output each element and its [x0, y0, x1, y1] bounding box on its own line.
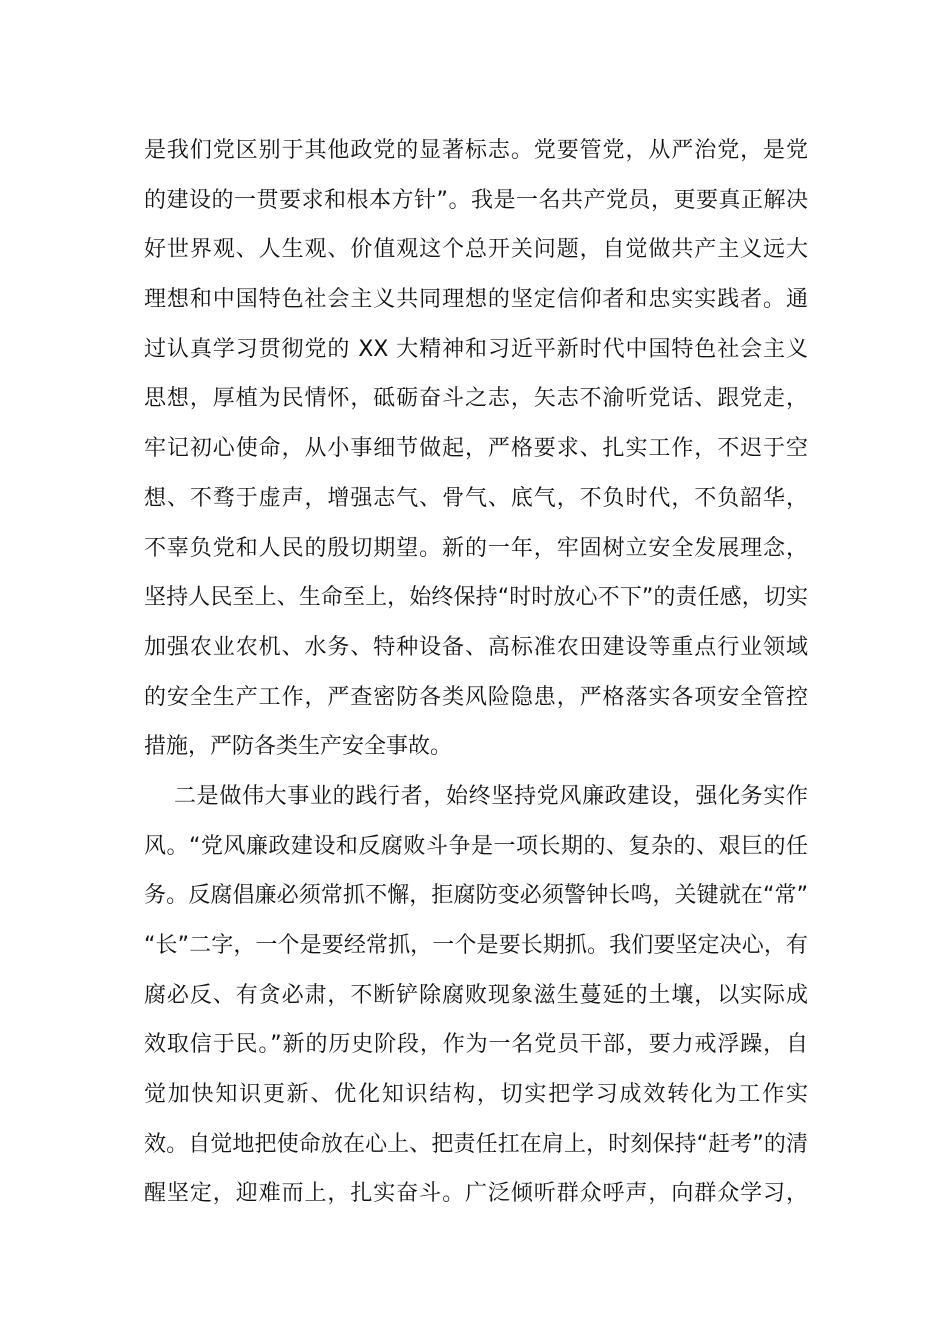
paragraph-last-line: 措施，严防各类生产安全事故。 — [144, 734, 453, 760]
text-line: 是我们党区别于其他政党的显著标志。党要管党，从严治党，是党 — [144, 138, 808, 163]
text-line: 务。反腐倡廉必须常抓不懈，拒腐防变必须警钟长鸣，关键就在“常” — [144, 883, 808, 909]
text-line: 坚持人民至上、生命至上，始终保持“时时放心不下”的责任感，切实 — [144, 585, 808, 611]
text-line: 好世界观、人生观、价值观这个总开关问题，自觉做共产主义远大 — [144, 237, 808, 263]
text-line: 的建设的一贯要求和根本方针”。我是一名共产党员，更要真正解决 — [144, 187, 808, 213]
text-line: 醒坚定，迎难而上，扎实奋斗。广泛倾听群众呼声，向群众学习， — [144, 1181, 808, 1207]
text-line: 的安全生产工作，严查密防各类风险隐患，严格落实各项安全管控 — [144, 684, 808, 710]
text-line: 牢记初心使命，从小事细节做起，严格要求、扎实工作，不迟于空 — [144, 436, 808, 462]
text-line: 理想和中国特色社会主义共同理想的坚定信仰者和忠实实践者。通 — [144, 287, 808, 313]
text-line: “长”二字，一个是要经常抓，一个是要长期抓。我们要坚定决心，有 — [144, 933, 808, 958]
text-line: 过认真学习贯彻党的 XX 大精神和习近平新时代中国特色社会主义 — [144, 336, 808, 362]
paragraph-first-line: 二是做伟大事业的践行者，始终坚持党风廉政建设，强化务实作 — [174, 783, 808, 809]
text-line: 想、不骛于虚声，增强志气、骨气、底气，不负时代，不负韶华， — [144, 485, 808, 511]
text-line: 效。自觉地把使命放在心上、把责任扛在肩上，时刻保持“赶考”的清 — [144, 1131, 808, 1157]
text-line: 觉加快知识更新、优化知识结构，切实把学习成效转化为工作实 — [144, 1082, 808, 1108]
text-line: 思想，厚植为民情怀，砥砺奋斗之志，矢志不渝听党话、跟党走， — [144, 386, 808, 412]
text-line: 风。“党风廉政建设和反腐败斗争是一项长期的、复杂的、艰巨的任 — [144, 833, 808, 859]
text-line: 不辜负党和人民的殷切期望。新的一年，牢固树立安全发展理念， — [144, 535, 808, 561]
text-line: 效取信于民。”新的历史阶段，作为一名党员干部，要力戒浮躁，自 — [144, 1032, 808, 1058]
document-body — [144, 126, 808, 1219]
text-line: 腐必反、有贪必肃，不断铲除腐败现象滋生蔓延的土壤，以实际成 — [144, 982, 808, 1008]
text-line: 加强农业农机、水务、特种设备、高标准农田建设等重点行业领域 — [144, 634, 808, 660]
